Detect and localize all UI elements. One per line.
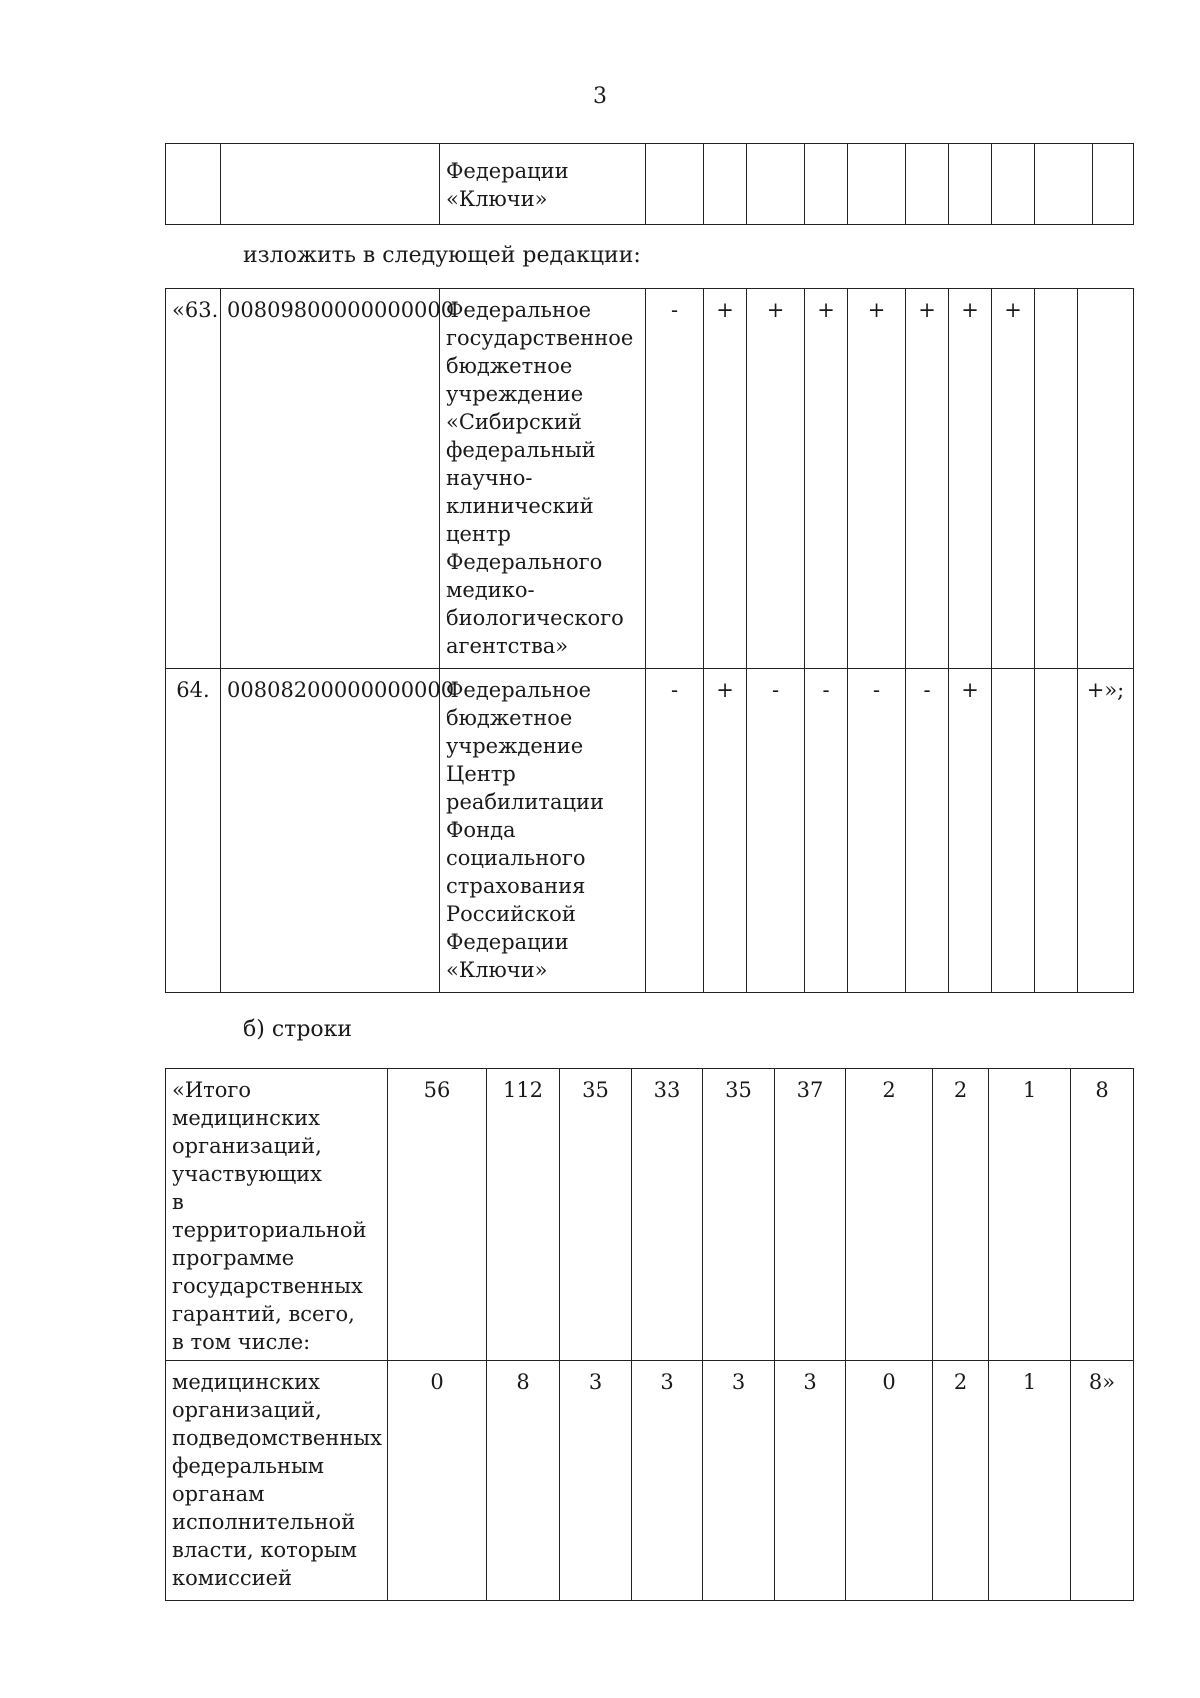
table-cell xyxy=(805,144,848,225)
table-row xyxy=(166,1361,1134,1601)
table-row xyxy=(166,1069,1134,1361)
table-cell: 2 xyxy=(846,1069,933,1361)
table-cell: 3 xyxy=(632,1361,703,1601)
table-cell: - xyxy=(848,669,906,993)
row-label: «Итого медицинских организаций, участвующих в территориальной программе государственных гарантий, всего, в том числе: xyxy=(166,1069,388,1361)
table-row xyxy=(166,289,1134,669)
table-cell xyxy=(1093,144,1134,225)
table-cell xyxy=(166,144,221,225)
table-cell: 1 xyxy=(989,1361,1071,1601)
table-cell: 56 xyxy=(388,1069,487,1361)
table-cell xyxy=(646,144,704,225)
page-number: 3 xyxy=(593,84,607,109)
table-cell: 2 xyxy=(933,1069,989,1361)
table-cell xyxy=(747,144,805,225)
row-label: медицинских организаций, подведомственных федеральным органам исполнительной власти, которым комиссией xyxy=(166,1361,388,1601)
table-cell: 1 xyxy=(989,1069,1071,1361)
table-totals xyxy=(165,1068,1134,1601)
table-cell xyxy=(992,669,1035,993)
organization-name: Федеральное государственное бюджетное учреждение «Сибирский федеральный научно- клинический центр Федерального медико- биологического агентства» xyxy=(440,289,646,669)
row-number: «63. xyxy=(166,289,221,669)
table-cell xyxy=(1035,669,1078,993)
table-cell xyxy=(221,144,440,225)
table-cell: - xyxy=(646,669,704,993)
organization-code: 00809800000000000 xyxy=(221,289,440,669)
table-cell: 0 xyxy=(388,1361,487,1601)
table-cell: 0 xyxy=(846,1361,933,1601)
table-cell: 35 xyxy=(703,1069,775,1361)
table-cell xyxy=(949,144,992,225)
table-cell: 2 xyxy=(933,1361,989,1601)
table-new-edition xyxy=(165,288,1134,993)
table-cell: 8 xyxy=(1071,1069,1134,1361)
table-cell: - xyxy=(906,669,949,993)
table-cell: - xyxy=(747,669,805,993)
table-cell: + xyxy=(704,669,747,993)
organization-name: Федеральное бюджетное учреждение Центр реабилитации Фонда социального страхования Российской Федерации «Ключи» xyxy=(440,669,646,993)
table-cell xyxy=(848,144,906,225)
table-cell: +»; xyxy=(1078,669,1134,993)
table-cell: 3 xyxy=(703,1361,775,1601)
table-cell: 3 xyxy=(560,1361,632,1601)
table-cell: 35 xyxy=(560,1069,632,1361)
table-cell: + xyxy=(949,289,992,669)
table-cell xyxy=(1035,289,1078,669)
table-cell: + xyxy=(848,289,906,669)
organization-code: 00808200000000000 xyxy=(221,669,440,993)
table-cell xyxy=(704,144,747,225)
table-cell: + xyxy=(704,289,747,669)
table-top-fragment xyxy=(165,143,1134,225)
table-cell: 33 xyxy=(632,1069,703,1361)
table-cell: + xyxy=(805,289,848,669)
table-cell: + xyxy=(747,289,805,669)
table-cell: 8 xyxy=(487,1361,560,1601)
table-cell xyxy=(1078,289,1134,669)
table-cell: + xyxy=(949,669,992,993)
table-cell: + xyxy=(906,289,949,669)
table-row xyxy=(166,144,1134,225)
table-cell xyxy=(906,144,949,225)
paragraph-instruction: изложить в следующей редакции: xyxy=(243,243,641,268)
table-cell: - xyxy=(805,669,848,993)
table-cell: 8» xyxy=(1071,1361,1134,1601)
table-cell: + xyxy=(992,289,1035,669)
paragraph-rows-label: б) строки xyxy=(243,1017,353,1042)
table-row xyxy=(166,669,1134,993)
table-cell: 3 xyxy=(775,1361,846,1601)
row-number: 64. xyxy=(166,669,221,993)
table-cell-name: Федерации «Ключи» xyxy=(440,144,646,225)
table-cell xyxy=(1035,144,1093,225)
table-cell: 37 xyxy=(775,1069,846,1361)
table-cell xyxy=(992,144,1035,225)
table-cell: - xyxy=(646,289,704,669)
table-cell: 112 xyxy=(487,1069,560,1361)
